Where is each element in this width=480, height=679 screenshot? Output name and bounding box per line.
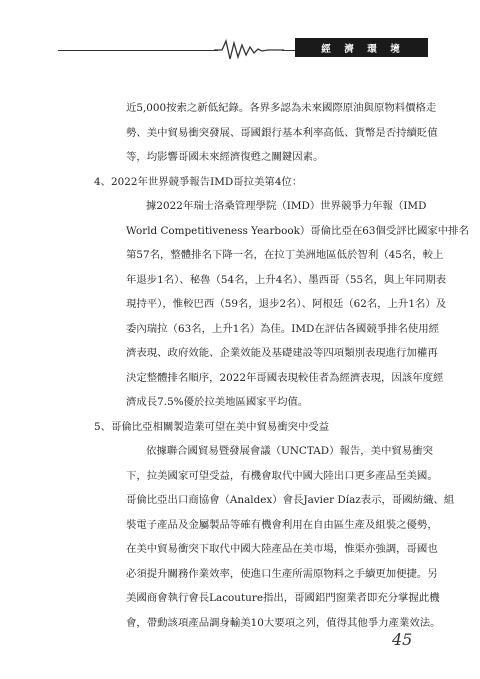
body-line: 濟表現、政府效能、企業效能及基礎建設等四項類別表現進行加權再 (126, 347, 438, 359)
section-title: 經 濟 環 境 (321, 43, 402, 55)
body-line: 委內瑞拉（63名，上升1名）為佳。IMD在評估各國競爭排名使用經 (126, 322, 440, 335)
body-line: 等，均影響哥國未來經濟復甦之關鍵因素。 (126, 151, 324, 163)
header-rule-left (58, 50, 218, 51)
body-line: 依據聯合國貿易暨發展會議（UNCTAD）報告，美中貿易衝突 (146, 445, 433, 457)
body-line: 勢、美中貿易衝突發展、哥國銀行基本利率高低、貨幣是否持續貶值 (126, 126, 438, 139)
body-line: 裝電子產品及金屬製品等確有機會利用在自由區生產及組裝之優勢， (126, 518, 438, 531)
body-line: 美國商會執行會長Lacouture指出，哥國鋁門窗業者即充分掌握此機 (126, 592, 440, 604)
body-line: 下，拉美國家可望受益，有機會取代中國大陸出口更多產品至美國。 (126, 469, 438, 482)
heartbeat-wave-icon (214, 38, 284, 62)
body-line: 會，帶動該項產品調身輸美10大要項之列，值得其他爭力產業效法。 (126, 616, 441, 629)
section-title-tag (295, 38, 428, 57)
main-content (94, 96, 469, 635)
body-line: 在美中貿易衝突下取代中國大陸產品在美市場，惟渠亦強調，哥國也 (126, 543, 438, 555)
body-line: 據2022年瑞士洛桑管理學院（IMD）世界競爭力年報（IMD (146, 200, 427, 212)
body-line: 近5,000按索之新低紀錄。各界多認為未來國際原油與原物料價格走 (126, 102, 437, 114)
body-line: 年退步1名）、秘魯（54名，上升4名）、墨西哥（55名，與上年同期表 (126, 273, 447, 286)
body-line: 決定整體排名順序，2022年哥國表現較佳者為經濟表現，因該年度經 (126, 371, 444, 384)
body-line: 現持平），惟較巴西（59名，退步2名）、阿根廷（62名，上升1名）及 (126, 298, 447, 310)
section-4-heading: 4、2022年世界競爭報告IMD哥拉美第4位： (94, 175, 303, 188)
body-line: World Competitiveness Yearbook）哥倫比亞在63個受評比國家中排名 (126, 224, 469, 237)
page-number: 45 (392, 630, 413, 649)
body-line: 第57名，整體排名下降一名，在拉丁美洲地區低於智利（45名，較上 (126, 249, 444, 261)
body-line: 哥倫比亞出口商協會（Analdex）會長Javier Díaz表示，哥國紡織、組 (126, 494, 455, 506)
body-line: 必須提升關務作業效率，使進口生產所需原物料之手續更加便捷。另 (126, 567, 438, 580)
section-5-heading: 5、哥倫比亞相關製造業可望在美中貿易衝突中受益 (94, 420, 330, 433)
body-line: 濟成長7.5%優於拉美地區國家平均值。 (126, 396, 309, 408)
